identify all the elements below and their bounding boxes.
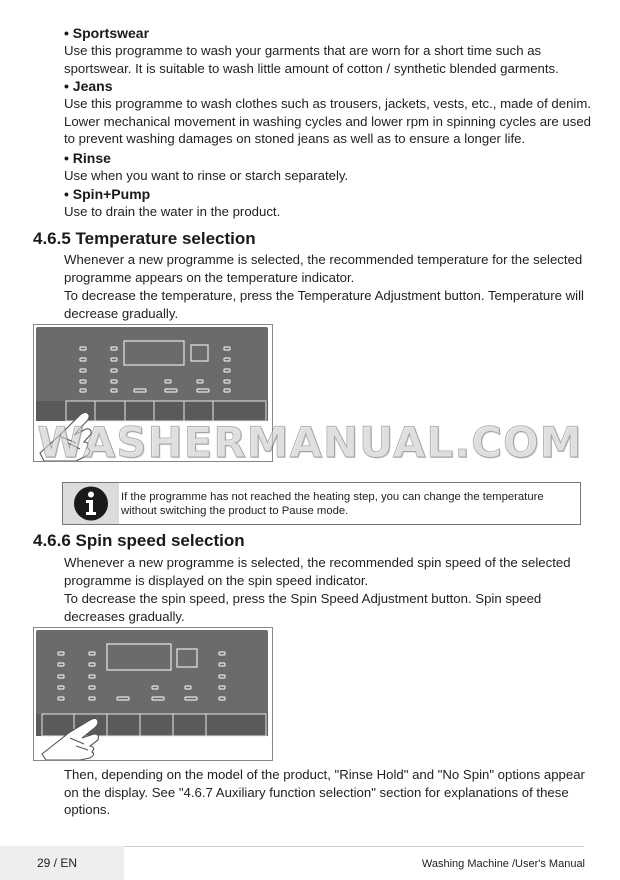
- closing-paragraph: Then, depending on the model of the product, "Rinse Hold" and "No Spin" options appear on the display. See "4.6.7 Auxiliary function selection" section for explanations of these options.: [64, 767, 585, 818]
- button-strip: [36, 401, 268, 421]
- item-text-rinse: Use when you want to rinse or starch separately.: [64, 168, 349, 183]
- temperature-para-2: To decrease the temperature, press the Temperature Adjustment button. Temperature will decrease gradually.: [64, 288, 584, 321]
- item-text-sportswear: Use this programme to wash your garments that are worn for a short time such as sportswear. It is suitable to wash little amount of cotton / synthetic blended garments.: [64, 43, 559, 76]
- item-title-spin-pump: • Spin+Pump: [64, 186, 151, 202]
- document-title: Washing Machine /User's Manual: [421, 858, 585, 870]
- item-text-jeans: Use this programme to wash clothes such as trousers, jackets, vests, etc., made of denim. Lower mechanical movement in washing cycles and lower rpm in spinning cycles are used to prevent washing damages on stoned jeans as well as to ensure a longer life.: [64, 96, 592, 147]
- page-number: 29 / EN: [37, 856, 78, 870]
- spin-para-1: Whenever a new programme is selected, the recommended spin speed of the selected programme is displayed on the spin speed indicator.: [64, 555, 571, 588]
- footer-divider: [124, 846, 584, 847]
- item-text-spin-pump: Use to drain the water in the product.: [64, 204, 281, 219]
- spin-para-2: To decrease the spin speed, press the Spin Speed Adjustment button. Spin speed decreases gradually.: [64, 591, 542, 624]
- spin-panel-figure: [33, 627, 273, 761]
- section-title-temperature: 4.6.5 Temperature selection: [33, 229, 256, 248]
- control-panel-illustration: [34, 325, 272, 461]
- info-note-text: If the programme has not reached the heating step, you can change the temperature without switching the product to Pause mode.: [121, 491, 544, 517]
- temperature-para-1: Whenever a new programme is selected, the recommended temperature for the selected programme appears on the temperature indicator.: [64, 252, 583, 285]
- item-title-rinse: • Rinse: [64, 150, 111, 166]
- section-title-spin-speed: 4.6.6 Spin speed selection: [33, 531, 245, 550]
- item-title-sportswear: • Sportswear: [64, 25, 150, 41]
- info-icon: [63, 483, 119, 524]
- watermark: WASHERMANUAL.COM: [37, 418, 583, 467]
- item-title-jeans: • Jeans: [64, 78, 113, 94]
- info-note-box: [62, 482, 581, 525]
- temperature-panel-figure: [33, 324, 273, 462]
- info-icon-wrap: [63, 483, 119, 524]
- control-panel-illustration: [34, 628, 272, 760]
